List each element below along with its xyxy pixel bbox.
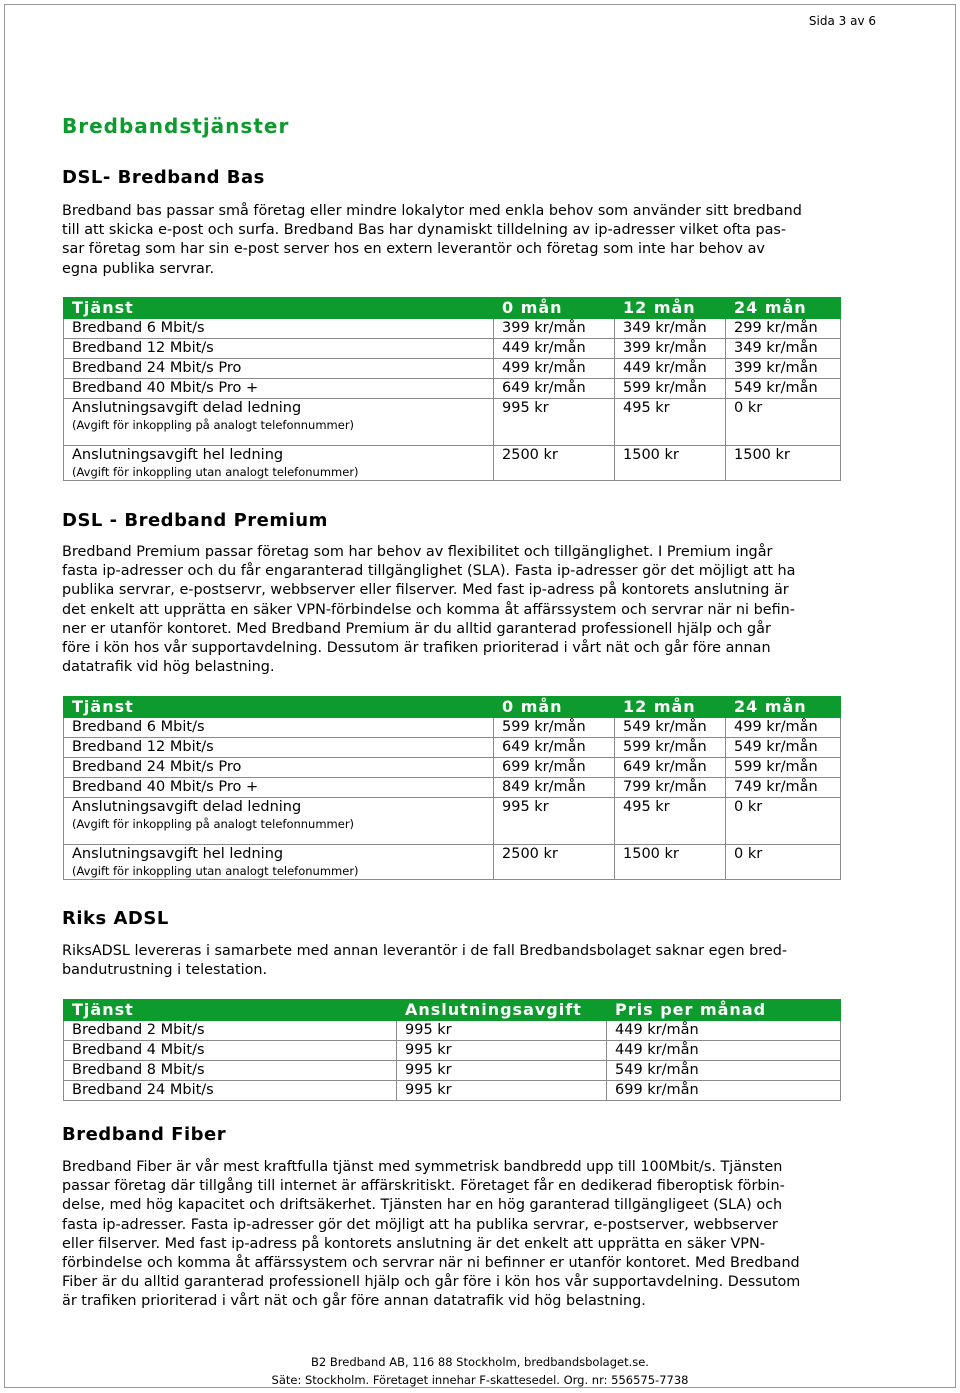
table-row — [64, 718, 841, 738]
table-row — [64, 1061, 841, 1081]
text-line: fasta ip-adresser och du får engaranterad tillgänglighet (SLA). Fasta ip-adresser gör det möjligt att ha — [62, 563, 796, 580]
footer-address: B2 Bredband AB, 116 88 Stockholm, bredbandsbolaget.se. — [311, 1355, 649, 1369]
table-row — [64, 1081, 841, 1101]
price-cell: 749 kr/mån — [726, 778, 841, 798]
page-title: Bredbandstjänster — [62, 114, 290, 138]
price-cell: 1500 kr — [726, 446, 841, 481]
service-cell: Bredband 6 Mbit/s — [64, 718, 494, 738]
service-cell: Bredband 2 Mbit/s — [64, 1021, 397, 1041]
dsl-bas-heading: DSL- Bredband Bas — [62, 167, 265, 188]
column-header: 0 mån — [494, 697, 615, 718]
service-cell: Bredband 4 Mbit/s — [64, 1041, 397, 1061]
price-cell: 495 kr — [615, 798, 726, 845]
text-line: Bredband bas passar små företag eller mindre lokalytor med enkla behov som använder sitt bredband — [62, 203, 802, 219]
price-cell: 549 kr/mån — [607, 1061, 841, 1081]
price-cell: 599 kr/mån — [615, 379, 726, 399]
text-line: passar företag där tillgång till internet är affärskritiskt. Företaget får en dedikerad fiberoptisk förbin- — [62, 1178, 785, 1195]
price-cell: 849 kr/mån — [494, 778, 615, 798]
price-cell: 549 kr/mån — [615, 718, 726, 738]
text-line: delse, med hög kapacitet och driftsäkerhet. Tjänsten har en hög garanterad tillgängligeet (SLA) och — [62, 1197, 783, 1214]
table-header-row — [64, 697, 841, 718]
table-row — [64, 1021, 841, 1041]
table-row — [64, 778, 841, 798]
price-cell: 649 kr/mån — [494, 379, 615, 399]
price-cell: 2500 kr — [494, 446, 615, 481]
text-line: eller filserver. Med fast ip-adress på kontorets anslutning är det enkelt att upprätta en säker VPN- — [62, 1235, 765, 1252]
price-cell: 349 kr/mån — [726, 339, 841, 359]
service-cell — [64, 845, 494, 880]
price-cell: 499 kr/mån — [726, 718, 841, 738]
column-header: 12 mån — [615, 697, 726, 718]
footer-legal: Säte: Stockholm. Företaget innehar F-skattesedel. Org. nr: 556575-7738 — [271, 1373, 689, 1387]
text-line: RiksADSL levereras i samarbete med annan leverantör i de fall Bredbandsbolaget saknar egen bred- — [62, 943, 788, 959]
table-row — [64, 399, 841, 446]
service-cell: Bredband 24 Mbit/s Pro — [64, 758, 494, 778]
price-cell: 799 kr/mån — [615, 778, 726, 798]
table-row — [64, 1041, 841, 1061]
price-cell: 399 kr/mån — [726, 359, 841, 379]
service-note: (Avgift för inkoppling på analogt telefonnummer) — [72, 817, 355, 831]
table-row — [64, 738, 841, 758]
price-cell: 449 kr/mån — [607, 1041, 841, 1061]
text-line: ner er utanför kontoret. Med Bredband Premium är du alltid garanterad professionell hjälp och går — [62, 620, 771, 637]
service-cell — [64, 446, 494, 481]
price-cell: 0 kr — [726, 399, 841, 446]
price-cell: 0 kr — [726, 798, 841, 845]
table-row — [64, 319, 841, 339]
table-row — [64, 798, 841, 845]
text-line: publika servrar, e-postservr, webbserver eller filserver. Med fast ip-adress på kontorets anslutning är — [62, 582, 789, 599]
service-cell: Bredband 6 Mbit/s — [64, 319, 494, 339]
column-header: Tjänst — [64, 697, 494, 718]
service-cell: Bredband 8 Mbit/s — [64, 1061, 397, 1081]
column-header: 12 mån — [615, 298, 726, 319]
fee-cell: 995 kr — [397, 1041, 607, 1061]
service-cell: Bredband 24 Mbit/s Pro — [64, 359, 494, 379]
table-row — [64, 359, 841, 379]
riks-adsl-heading: Riks ADSL — [62, 908, 169, 929]
table-row — [64, 845, 841, 880]
table-row — [64, 758, 841, 778]
service-cell: Bredband 40 Mbit/s Pro + — [64, 379, 494, 399]
price-cell: 649 kr/mån — [494, 738, 615, 758]
dsl-premium-price-table — [63, 696, 841, 880]
price-cell: 699 kr/mån — [607, 1081, 841, 1101]
column-header: Tjänst — [64, 298, 494, 319]
text-line: till att skicka e-post och surfa. Bredband Bas har dynamiskt tilldelning av ip-adresser vilket ofta pas- — [62, 222, 787, 239]
service-cell: Bredband 12 Mbit/s — [64, 339, 494, 359]
price-cell: 995 kr — [494, 798, 615, 845]
dsl-premium-heading: DSL - Bredband Premium — [62, 510, 328, 531]
fiber-heading: Bredband Fiber — [62, 1124, 227, 1145]
price-cell: 449 kr/mån — [615, 359, 726, 379]
price-cell: 599 kr/mån — [726, 758, 841, 778]
service-note: (Avgift för inkoppling utan analogt telefonummer) — [72, 465, 359, 479]
table-row — [64, 379, 841, 399]
service-cell: Bredband 24 Mbit/s — [64, 1081, 397, 1101]
column-header: 0 mån — [494, 298, 615, 319]
riks-adsl-price-table — [63, 999, 841, 1101]
service-cell: Bredband 40 Mbit/s Pro + — [64, 778, 494, 798]
text-line: det enkelt att upprätta en säker VPN-förbindelse och komma åt affärssystem och servrar när ni befin- — [62, 601, 795, 618]
table-row — [64, 339, 841, 359]
text-line: fasta ip-adresser. Fasta ip-adresser gör det möjligt att ha publika servrar, e-postserver, webbserver — [62, 1216, 778, 1233]
price-cell: 299 kr/mån — [726, 319, 841, 339]
price-cell: 399 kr/mån — [494, 319, 615, 339]
price-cell: 495 kr — [615, 399, 726, 446]
price-cell: 1500 kr — [615, 845, 726, 880]
text-line: Bredband Premium passar företag som har behov av flexibilitet och tillgänglighet. I Premium ingår — [62, 544, 773, 560]
fee-cell: 995 kr — [397, 1021, 607, 1041]
text-line: före i kön hos vår supportavdelning. Dessutom är trafiken prioriterad i vårt nät och går före annan — [62, 640, 771, 657]
service-cell: Bredband 12 Mbit/s — [64, 738, 494, 758]
dsl-bas-price-table — [63, 297, 841, 481]
price-cell: 399 kr/mån — [615, 339, 726, 359]
price-cell: 699 kr/mån — [494, 758, 615, 778]
service-label: Anslutningsavgift hel ledning — [72, 846, 284, 862]
fiber-description — [62, 1158, 874, 1312]
text-line: Bredband Fiber är vår mest kraftfulla tjänst med symmetrisk bandbredd upp till 100Mbit/s. Tjänsten — [62, 1159, 783, 1175]
text-line: datatrafik vid hög belastning. — [62, 659, 275, 676]
dsl-bas-description — [62, 202, 874, 279]
dsl-premium-description — [62, 543, 874, 677]
price-cell: 549 kr/mån — [726, 738, 841, 758]
text-line: bandutrustning i telestation. — [62, 962, 268, 979]
service-label: Anslutningsavgift delad ledning — [72, 400, 302, 416]
price-cell: 499 kr/mån — [494, 359, 615, 379]
price-cell: 599 kr/mån — [615, 738, 726, 758]
table-header-row — [64, 1000, 841, 1021]
riks-adsl-description — [62, 942, 874, 980]
text-line: förbindelse och komma åt affärssystem och servrar när ni befinner er utanför kontoret. Med Bredband — [62, 1255, 800, 1272]
service-cell — [64, 399, 494, 446]
fee-cell: 995 kr — [397, 1061, 607, 1081]
table-header-row — [64, 298, 841, 319]
price-cell: 449 kr/mån — [494, 339, 615, 359]
price-cell: 349 kr/mån — [615, 319, 726, 339]
price-cell: 995 kr — [494, 399, 615, 446]
column-header: Tjänst — [64, 1000, 397, 1021]
price-cell: 599 kr/mån — [494, 718, 615, 738]
text-line: sar företag som har sin e-post server hos en extern leverantör och företag som inte har behov av — [62, 241, 765, 258]
price-cell: 549 kr/mån — [726, 379, 841, 399]
price-cell: 0 kr — [726, 845, 841, 880]
column-header: Pris per månad — [607, 1000, 841, 1021]
fee-cell: 995 kr — [397, 1081, 607, 1101]
column-header: 24 mån — [726, 697, 841, 718]
price-cell: 449 kr/mån — [607, 1021, 841, 1041]
text-line: egna publika servrar. — [62, 260, 215, 277]
price-cell: 649 kr/mån — [615, 758, 726, 778]
service-label: Anslutningsavgift delad ledning — [72, 799, 302, 815]
page-number: Sida 3 av 6 — [808, 14, 876, 28]
text-line: är trafiken prioriterad i vårt nät och går före annan datatrafik vid hög belastning. — [62, 1293, 646, 1310]
column-header: Anslutningsavgift — [397, 1000, 607, 1021]
price-cell: 1500 kr — [615, 446, 726, 481]
table-row — [64, 446, 841, 481]
column-header: 24 mån — [726, 298, 841, 319]
service-label: Anslutningsavgift hel ledning — [72, 447, 284, 463]
service-cell — [64, 798, 494, 845]
service-note: (Avgift för inkoppling på analogt telefonnummer) — [72, 418, 355, 432]
service-note: (Avgift för inkoppling utan analogt telefonummer) — [72, 864, 359, 878]
price-cell: 2500 kr — [494, 845, 615, 880]
text-line: Fiber är du alltid garanterad professionell hjälp och går före i kön hos vår supportavdelning. Dessutom — [62, 1274, 801, 1291]
